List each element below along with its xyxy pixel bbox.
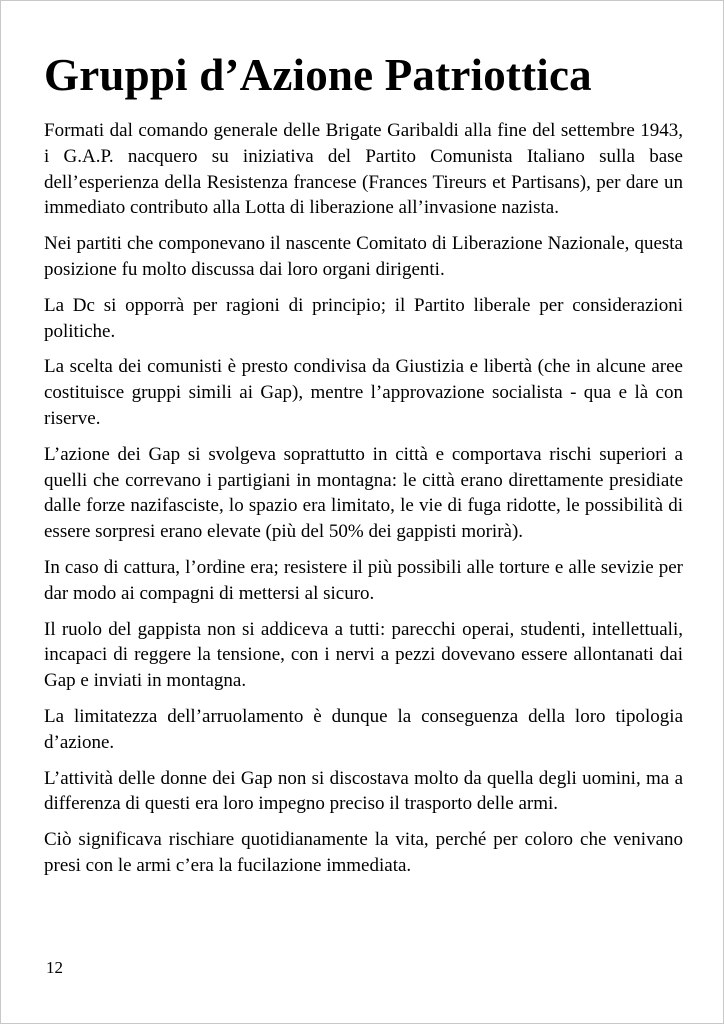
body-text: [44, 118, 683, 889]
page-number: 12: [46, 958, 63, 977]
paragraph-10: Ciò significava rischiare quotidianamente la vita, perché per coloro che venivano presi con le armi c’era la fucilazione immediata.: [44, 829, 683, 876]
paragraph-9: L’attività delle donne dei Gap non si discostava molto da quella degli uomini, ma a differenza di questi era loro impegno preciso il trasporto delle armi.: [44, 767, 683, 815]
page-title: Gruppi d’Azione Patriottica: [44, 50, 592, 100]
paragraph-2: Nei partiti che componevano il nascente Comitato di Liberazione Nazionale, questa posizione fu molto discussa dai loro organi dirigenti.: [44, 233, 683, 280]
paragraph-7: Il ruolo del gappista non si addiceva a tutti: parecchi operai, studenti, intellettuali, incapaci di reggere la tensione, con i nervi a pezzi dovevano essere allontanati dai Gap e inviati in montagna.: [44, 618, 683, 692]
paragraph-1: Formati dal comando generale delle Brigate Garibaldi alla fine del settembre 1943, i G.A.P. nacquero su iniziativa del Partito Comunista Italiano sulla base dell’esperienza della Resistenza francese (Frances Tireurs et Partisans), per dare un immediato contributo alla Lotta di liberazione all’invasione nazista.: [44, 120, 683, 219]
paragraph-8: La limitatezza dell’arruolamento è dunque la conseguenza della loro tipologia d’azione.: [44, 705, 683, 753]
paragraph-5: L’azione dei Gap si svolgeva soprattutto in città e comportava rischi superiori a quelli che correvano i partigiani in montagna: le città erano direttamente presidiate dalle forze nazifasciste, lo spazio era limitato, le vie di fuga ridotte, le possibilità di essere sorpresi erano elevate (più del 50% dei gappisti morirà).: [44, 443, 683, 543]
paragraph-3: La Dc si opporrà per ragioni di principio; il Partito liberale per considerazioni politiche.: [44, 294, 683, 342]
paragraph-6: In caso di cattura, l’ordine era; resistere il più possibili alle torture e alle sevizie per dar modo ai compagni di mettersi al sicuro.: [44, 556, 683, 604]
paragraph-4: La scelta dei comunisti è presto condivisa da Giustizia e libertà (che in alcune aree costituisce gruppi simili ai Gap), mentre l’approvazione socialista - qua e là con riserve.: [44, 356, 683, 429]
